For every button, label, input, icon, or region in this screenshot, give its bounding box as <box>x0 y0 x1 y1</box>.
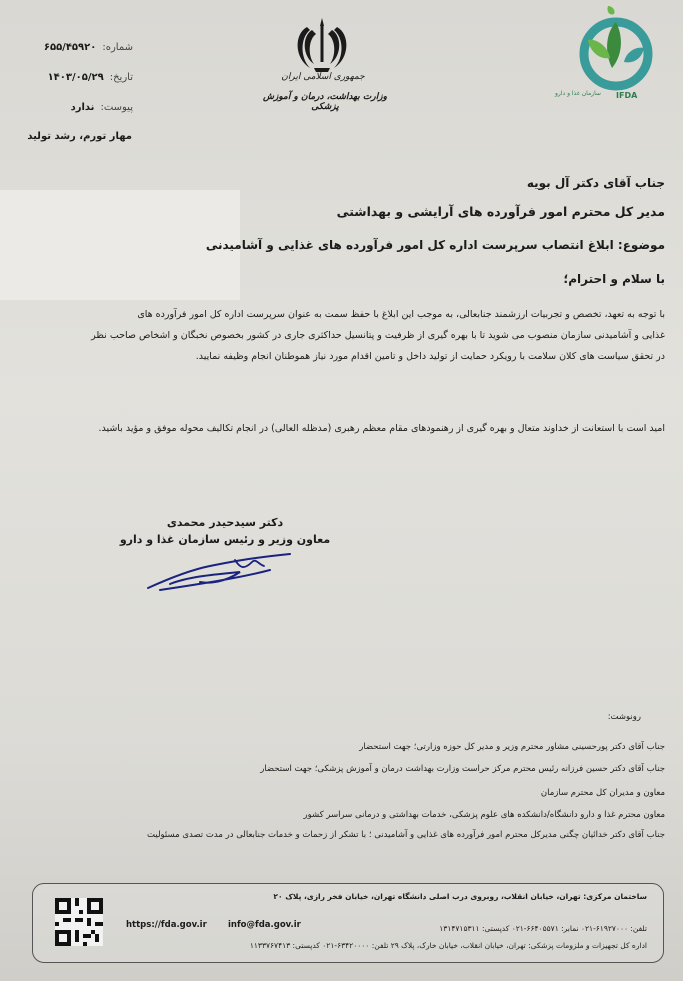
redacted-area <box>0 190 240 300</box>
fda-caption: سازمان غذا و دارو <box>555 90 601 97</box>
attachment-label: پیوست: <box>100 102 133 113</box>
cc-item: جناب آقای دکتر حسین فرزانه رئیس محترم مرکز حراست وزارت بهداشت درمان و آموزش پزشکی؛ جهت استحضار <box>260 764 665 774</box>
addressee: جناب آقای دکتر آل بویه <box>526 176 665 190</box>
addressee-title: مدیر کل محترم امور فرآورده های آرایشی و بهداشتی <box>336 204 665 219</box>
cc-item: معاون و مدیران کل محترم سازمان <box>540 788 665 798</box>
footer-phone-line: تلفن: ۶۱۹۲۷۰۰۰-۰۲۱ نمابر: ۶۶۴۰۵۵۷۱-۰۲۱ کدپستی: ۱۳۱۴۷۱۵۳۱۱ <box>439 924 647 933</box>
paragraph-1-line-1: با توجه به تعهد، تخصص و تجربیات ارزشمند جنابعالی، به موجب این ابلاغ با حفظ سمت به عنوان سرپرست اداره کل امور فرآورده های <box>137 309 665 320</box>
qr-code-icon <box>55 898 103 946</box>
letter-date-row <box>8 72 133 83</box>
paragraph-2: امید است با استعانت از خداوند متعال و بهره گیری از رهنمودهای مقام معظم رهبری (مدظله العالی) در انجام تکالیف محوله موفق و مؤید باشید. <box>98 423 665 434</box>
footer-address-line: ساختمان مرکزی: تهران، خیابان انقلاب، روبروی درب اصلی دانشگاه تهران، خیابان فخر رازی، پلاک ۲۰ <box>273 892 647 901</box>
signer-title: معاون وزیر و رئیس سازمان غذا و دارو <box>119 533 331 546</box>
cc-heading: رونوشت: <box>607 712 641 722</box>
fda-mark: IFDA <box>616 91 638 100</box>
letter-number-row <box>8 42 133 53</box>
paragraph-1-line-3: در تحقق سیاست های کلان سلامت با رویکرد حمایت از تولید داخل و تامین اقدام مورد نیاز هموطنان انجام وظیفه نمایید. <box>195 351 665 362</box>
date-label: تاریخ: <box>109 72 133 83</box>
footer-office-line: اداره کل تجهیزات و ملزومات پزشکی: تهران، خیابان انقلاب، خیابان خارک، پلاک ۲۹ تلفن: ۶۳۴۲۰۰۰۰-۰۲۱ کدپستی: ۱۱۳۳۷۶۷۴۱۳ <box>249 941 647 950</box>
slogan-note: مهار تورم، رشد تولید <box>27 131 132 142</box>
attachment-row <box>8 102 133 113</box>
cc-item: جناب آقای دکتر پورحسینی مشاور محترم وزیر و مدیر کل حوزه وزارتی؛ جهت استحضار <box>359 742 665 752</box>
subject-line: موضوع: ابلاغ انتصاب سرپرست اداره کل امور فرآورده های غذایی و آشامیدنی <box>205 238 665 252</box>
paragraph-1-line-2: غذایی و آشامیدنی سازمان منصوب می شوید تا با بهره گیری از ظرفیت و پتانسیل حداکثری جاری در کشور بخصوص نخبگان و اشخاص صاحب نظر <box>91 330 665 341</box>
number-value: ۶۵۵/۴۵۹۲۰ <box>43 42 97 53</box>
signer-name: دکتر سیدحیدر محمدی <box>166 516 284 529</box>
date-value: ۱۴۰۳/۰۵/۲۹ <box>47 72 104 83</box>
cc-item: معاون محترم غذا و دارو دانشگاه/دانشکده های علوم پزشکی، خدمات بهداشتی و درمانی سراسر کشور <box>303 810 665 820</box>
attachment-value: ندارد <box>70 102 95 113</box>
footer-website-link[interactable]: https://fda.gov.ir <box>126 920 207 930</box>
ministry-name: وزارت بهداشت، درمان و آموزش پزشکی <box>263 92 387 112</box>
emblem-caption: جمهوری اسلامی ایران <box>281 72 365 82</box>
number-label: شماره: <box>102 42 133 53</box>
cc-item: جناب آقای دکتر خدائیان چگنی مدیرکل محترم امور فرآورده های غذایی و آشامیدنی ؛ با تشکر از زحمات و خدمات جنابعالی در مدت تصدی مسئولیت <box>147 830 665 840</box>
greeting: با سلام و احترام؛ <box>563 272 665 286</box>
footer-email-link[interactable]: info@fda.gov.ir <box>228 920 301 930</box>
paragraph-1 <box>12 304 665 367</box>
handwritten-signature <box>140 548 300 598</box>
